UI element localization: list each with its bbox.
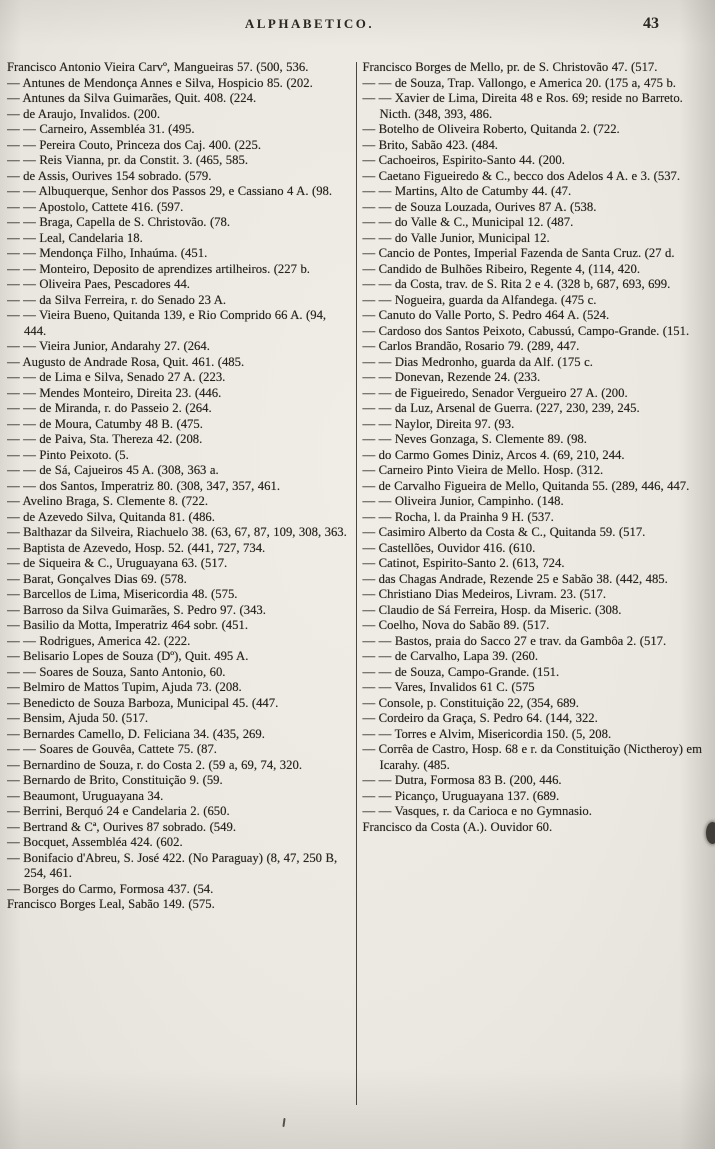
directory-entry: — Botelho de Oliveira Roberto, Quitanda 2. (722. xyxy=(362,122,620,136)
directory-entry: — de Araujo, Invalidos. (200. xyxy=(7,106,161,121)
directory-entry: — — Pinto Peixoto. (5. xyxy=(7,447,129,462)
directory-entry: — — Apostolo, Cattete 416. (597. xyxy=(7,199,184,214)
directory-entry: — — Donevan, Rezende 24. (233. xyxy=(362,370,541,384)
directory-entry: — Basilio da Motta, Imperatriz 464 sobr. (451. xyxy=(7,618,249,632)
directory-entry: — Bocquet, Assembléa 424. (602. xyxy=(7,835,183,849)
directory-entry: — de Assis, Ourives 154 sobrado. (579. xyxy=(7,168,212,183)
directory-entry: — Bernardino de Souza, r. do Costa 2. (59 a, 69, 74, 320. xyxy=(7,757,303,772)
directory-entry: — — Vieira Junior, Andarahy 27. (264. xyxy=(7,339,210,353)
directory-entry: — Console, p. Constituição 22, (354, 689. xyxy=(362,695,579,710)
directory-entry: — — Dutra, Formosa 83 B. (200, 446. xyxy=(362,773,562,787)
directory-entry: — Carneiro Pinto Vieira de Mello. Hosp. (312. xyxy=(362,463,604,477)
directory-entry: — — Reis Vianna, pr. da Constit. 3. (465, 585. xyxy=(7,153,248,167)
directory-entry: — Antunes da Silva Guimarães, Quit. 408. (224. xyxy=(7,91,257,105)
directory-entry: — — Mendes Monteiro, Direita 23. (446. xyxy=(7,385,222,400)
left-column xyxy=(7,60,350,1119)
directory-entry: — — Nogueira, guarda da Alfandega. (475 c. xyxy=(362,292,597,307)
directory-entry: — Cancio de Pontes, Imperial Fazenda de Santa Cruz. (27 d. xyxy=(362,246,675,260)
scan-artifact-stray-mark xyxy=(282,1118,285,1127)
directory-entry: — Barroso da Silva Guimarães, S. Pedro 97. (343. xyxy=(7,602,266,617)
directory-entry: — Bernardo de Brito, Constituição 9. (59. xyxy=(7,773,223,787)
directory-entry: — Coelho, Nova do Sabão 89. (517. xyxy=(362,618,550,632)
directory-entry: — — da Costa, trav. de S. Rita 2 e 4. (328 b, 687, 693, 699. xyxy=(362,277,671,291)
directory-entry: — — Mendonça Filho, Inhaúma. (451. xyxy=(7,246,208,260)
directory-entry: — — de Sá, Cajueiros 45 A. (308, 363 a. xyxy=(7,463,219,477)
directory-entry: — Candido de Bulhões Ribeiro, Regente 4, (114, 420. xyxy=(362,261,640,276)
directory-entry: — Avelino Braga, S. Clemente 8. (722. xyxy=(7,494,209,508)
directory-entry: — das Chagas Andrade, Rezende 25 e Sabão 38. (442, 485. xyxy=(362,571,668,586)
directory-entry: — — Picanço, Uruguayana 137. (689. xyxy=(362,788,560,803)
directory-entry: — — Rodrigues, America 42. (222. xyxy=(7,633,191,648)
directory-entry: — — de Souza, Campo-Grande. (151. xyxy=(362,664,560,679)
directory-entry: — Bensim, Ajuda 50. (517. xyxy=(7,711,149,725)
directory-entry: — de Siqueira & C., Uruguayana 63. (517. xyxy=(7,556,228,570)
directory-entry: — — Torres e Alvim, Misericordia 150. (5, 208. xyxy=(362,726,612,741)
directory-entry: — Bernardes Camello, D. Feliciana 34. (435, 269. xyxy=(7,726,265,741)
directory-entry: — — de Souza Louzada, Ourives 87 A. (538. xyxy=(362,199,597,214)
directory-entry: — — Neves Gonzaga, S. Clemente 89. (98. xyxy=(362,432,587,446)
directory-entry: — — Xavier de Lima, Direita 48 e Ros. 69; reside no Barreto. Nicth. (348, 393, 486. xyxy=(362,91,683,121)
directory-entry: — — de Carvalho, Lapa 39. (260. xyxy=(362,649,539,663)
directory-entry: — Bertrand & Cª, Ourives 87 sobrado. (549. xyxy=(7,819,237,834)
directory-entry: — — Vieira Bueno, Quitanda 139, e Rio Comprido 66 A. (94, 444. xyxy=(7,308,327,338)
directory-entry: — — de Lima e Silva, Senado 27 A. (223. xyxy=(7,370,226,384)
directory-entry: Francisco Antonio Vieira Carvº, Mangueiras 57. (500, 536. xyxy=(7,60,309,74)
directory-entry: — — Carneiro, Assembléa 31. (495. xyxy=(7,122,195,136)
directory-entry: — Baptista de Azevedo, Hosp. 52. (441, 727, 734. xyxy=(7,540,266,555)
directory-entry: — Cardoso dos Santos Peixoto, Cabussú, Campo-Grande. (151. xyxy=(362,323,690,338)
directory-entry: — — Bastos, praia do Sacco 27 e trav. da Gambôa 2. (517. xyxy=(362,633,667,648)
directory-entry: — Corrêa de Castro, Hosp. 68 e r. da Constituição (Nictheroy) em Icarahy. (485. xyxy=(362,742,702,772)
directory-entry: — — Soares de Gouvêa, Cattete 75. (87. xyxy=(7,742,217,756)
directory-entry: — — do Valle Junior, Municipal 12. xyxy=(362,230,550,245)
directory-entry: — — Martins, Alto de Catumby 44. (47. xyxy=(362,184,572,198)
directory-entry: — Cachoeiros, Espirito-Santo 44. (200. xyxy=(362,153,565,167)
scan-artifact-ink-blot xyxy=(706,822,715,844)
directory-entry: — — de Miranda, r. do Passeio 2. (264. xyxy=(7,401,212,415)
directory-entry: — — Leal, Candelaria 18. xyxy=(7,230,143,245)
directory-entry: — — Oliveira Junior, Campinho. (148. xyxy=(362,494,564,508)
directory-entry: — Canuto do Valle Porto, S. Pedro 464 A. (524. xyxy=(362,308,610,322)
directory-entry: — — do Valle & C., Municipal 12. (487. xyxy=(362,215,574,229)
directory-entry: — — Albuquerque, Senhor dos Passos 29, e Cassiano 4 A. (98. xyxy=(7,184,333,198)
right-column xyxy=(363,60,706,1119)
directory-entry: — Barat, Gonçalves Dias 69. (578. xyxy=(7,571,187,586)
running-head xyxy=(0,16,715,40)
directory-entry: — Castellões, Ouvidor 416. (610. xyxy=(362,540,536,555)
directory-entry: — — Braga, Capella de S. Christovão. (78. xyxy=(7,215,231,229)
directory-entry: — Borges do Carmo, Formosa 437. (54. xyxy=(7,881,214,896)
page-number: 43 xyxy=(643,15,659,32)
directory-entry: — Antunes de Mendonça Annes e Silva, Hospicio 85. (202. xyxy=(7,75,313,90)
directory-entry: — — de Figueiredo, Senador Vergueiro 27 A. (200. xyxy=(362,385,628,400)
directory-entry: — de Carvalho Figueira de Mello, Quitanda 55. (289, 446, 447. xyxy=(362,478,690,493)
column-divider xyxy=(356,62,357,1105)
directory-entry: — — da Silva Ferreira, r. do Senado 23 A. xyxy=(7,292,227,307)
directory-entry: — Beaumont, Uruguayana 34. xyxy=(7,788,164,803)
directory-entry: — — Naylor, Direita 97. (93. xyxy=(362,416,515,431)
directory-entry: — — Vasques, r. da Carioca e no Gymnasio. xyxy=(362,804,592,818)
directory-entry: — — da Luz, Arsenal de Guerra. (227, 230, 239, 245. xyxy=(362,401,640,415)
directory-entry: — — de Moura, Catumby 48 B. (475. xyxy=(7,416,203,431)
directory-entry: — Claudio de Sá Ferreira, Hosp. da Miseric. (308. xyxy=(362,602,622,617)
directory-entry: — Balthazar da Silveira, Riachuelo 38. (63, 67, 87, 109, 308, 363. xyxy=(7,525,347,539)
directory-entry: — Bonifacio d'Abreu, S. José 422. (No Paraguay) (8, 47, 250 B, 254, 461. xyxy=(7,850,338,880)
directory-entry: — Benedicto de Souza Barboza, Municipal 45. (447. xyxy=(7,695,279,710)
text-block xyxy=(7,60,705,1119)
directory-entry: — Belmiro de Mattos Tupim, Ajuda 73. (208. xyxy=(7,680,242,694)
directory-entry: — Caetano Figueiredo & C., becco dos Adelos 4 A. e 3. (537. xyxy=(362,168,681,183)
directory-entry: Francisco Borges Leal, Sabão 149. (575. xyxy=(7,897,215,911)
directory-entry: — — Oliveira Paes, Pescadores 44. xyxy=(7,277,190,291)
directory-entry: — — Rocha, l. da Prainha 9 H. (537. xyxy=(362,509,554,524)
directory-entry: Francisco Borges de Mello, pr. de S. Christovão 47. (517. xyxy=(362,60,658,74)
directory-entry: — — Vares, Invalidos 61 C. (575 xyxy=(362,680,535,694)
directory-entry: — — Pereira Couto, Princeza dos Caj. 400. (225. xyxy=(7,137,261,152)
directory-entry: — — de Souza, Trap. Vallongo, e America 20. (175 a, 475 b. xyxy=(362,75,676,90)
directory-entry: — de Azevedo Silva, Quitanda 81. (486. xyxy=(7,509,215,524)
directory-entry: — — Dias Medronho, guarda da Alf. (175 c. xyxy=(362,354,593,369)
directory-entry: — — de Paiva, Sta. Thereza 42. (208. xyxy=(7,432,203,446)
page-header-title: ALPHABETICO. xyxy=(244,16,375,31)
directory-entry: — Brito, Sabão 423. (484. xyxy=(362,137,498,152)
directory-entry: Francisco da Costa (A.). Ouvidor 60. xyxy=(362,819,553,834)
directory-entry: — Carlos Brandão, Rosario 79. (289, 447. xyxy=(362,339,580,353)
directory-entry: — Augusto de Andrade Rosa, Quit. 461. (485. xyxy=(7,354,245,369)
directory-entry: — — dos Santos, Imperatriz 80. (308, 347, 357, 461. xyxy=(7,478,280,493)
directory-entry: — Cordeiro da Graça, S. Pedro 64. (144, 322. xyxy=(362,711,598,725)
directory-entry: — do Carmo Gomes Diniz, Arcos 4. (69, 210, 244. xyxy=(362,447,625,462)
directory-entry: — Berrini, Berquó 24 e Candelaria 2. (650. xyxy=(7,804,230,818)
directory-entry: — Catinot, Espirito-Santo 2. (613, 724. xyxy=(362,556,565,570)
directory-entry: — — Monteiro, Deposito de aprendizes artilheiros. (227 b. xyxy=(7,261,310,276)
directory-entry: — Belisario Lopes de Souza (Dº), Quit. 495 A. xyxy=(7,649,249,663)
directory-entry: — — Soares de Souza, Santo Antonio, 60. xyxy=(7,664,226,679)
directory-entry: — Casimiro Alberto da Costa & C., Quitanda 59. (517. xyxy=(362,525,646,539)
directory-entry: — Christiano Dias Medeiros, Livram. 23. (517. xyxy=(362,587,607,601)
directory-entry: — Barcellos de Lima, Misericordia 48. (575. xyxy=(7,587,238,601)
